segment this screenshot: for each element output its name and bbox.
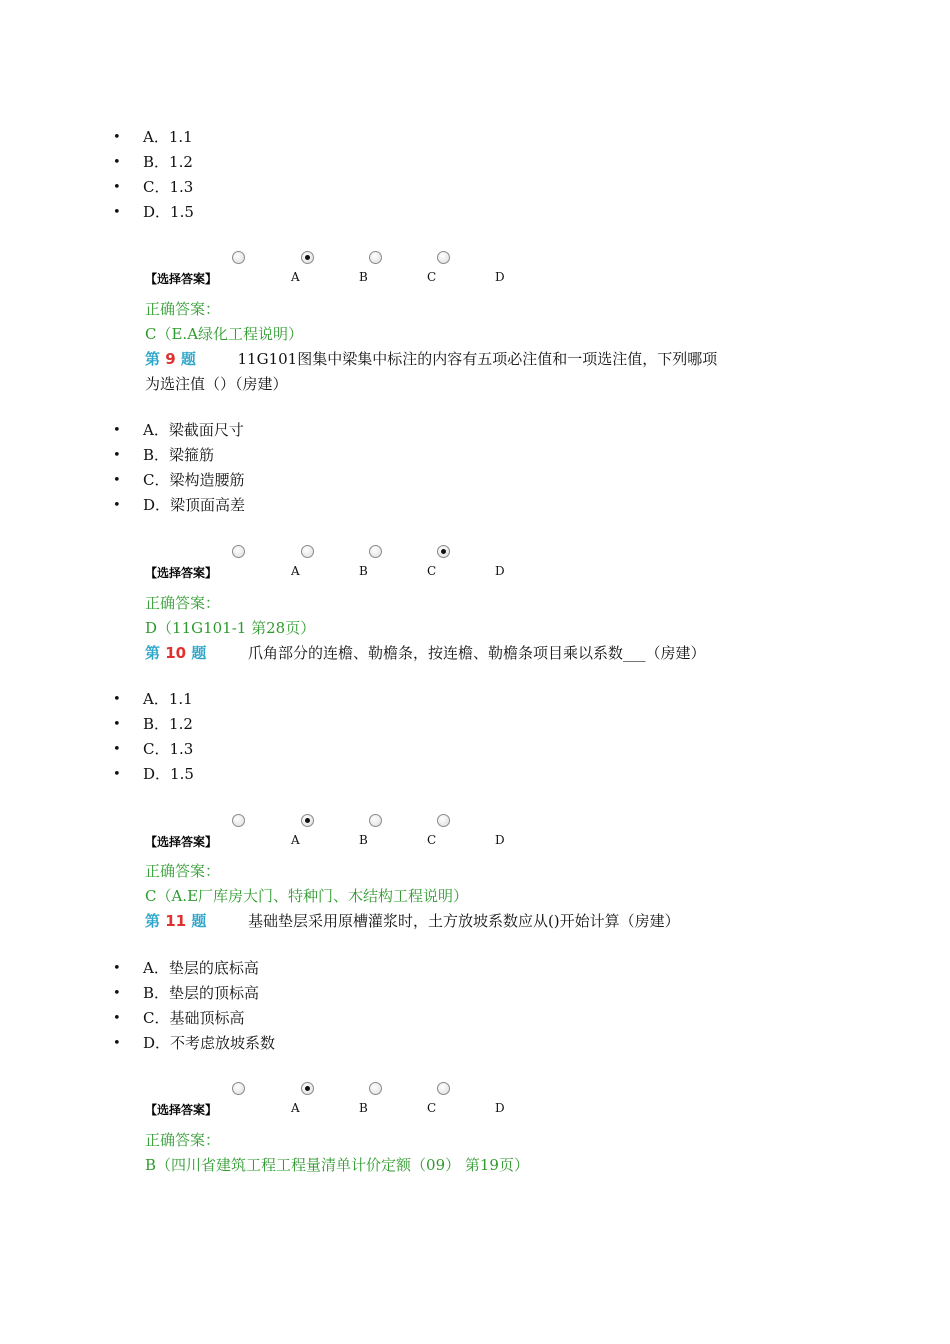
option-a: • A．垫层的底标高 (113, 959, 259, 977)
radio-d[interactable] (437, 814, 450, 827)
correct-answer-text: D（11G101-1 第28页） (145, 619, 316, 637)
option-c: • C．1.3 (113, 740, 194, 758)
option-c: • C．梁构造腰筋 (113, 471, 245, 489)
radio-a[interactable] (232, 251, 245, 264)
correct-answer-label: 正确答案： (145, 300, 221, 318)
radio-b[interactable] (301, 545, 314, 558)
option-d: • D．1.5 (113, 765, 194, 783)
q8-select-row (0, 270, 950, 286)
q10-radio-group (0, 814, 950, 830)
option-d: • D．1.5 (113, 203, 194, 221)
option-b: • B．梁箍筋 (113, 446, 215, 464)
option-d: • D．不考虑放坡系数 (113, 1034, 276, 1052)
q9-select-row (0, 564, 950, 580)
option-d: • D．梁顶面高差 (113, 496, 246, 514)
q10-options (0, 687, 950, 787)
select-answer-label: 【选择答案】 (145, 1103, 218, 1117)
letter-c: C (427, 1101, 437, 1115)
correct-answer-label: 正确答案： (145, 1131, 221, 1149)
correct-answer-label: 正确答案： (145, 862, 221, 880)
radio-c[interactable] (369, 251, 382, 264)
letter-b: B (359, 270, 368, 284)
radio-a[interactable] (232, 814, 245, 827)
option-a: • A．1.1 (113, 690, 193, 708)
radio-a[interactable] (232, 545, 245, 558)
letter-a: A (291, 833, 300, 847)
option-c: • C．基础顶标高 (113, 1009, 245, 1027)
letter-d: D (495, 564, 505, 578)
question-label: 第 9 题 (145, 350, 196, 368)
option-b: • B．1.2 (113, 715, 193, 733)
correct-answer-label: 正确答案： (145, 594, 221, 612)
option-a: • A．梁截面尺寸 (113, 421, 244, 439)
select-answer-label: 【选择答案】 (145, 835, 218, 849)
radio-a[interactable] (232, 1082, 245, 1095)
letter-b: B (359, 833, 368, 847)
question-text: 11G101图集中梁集中标注的内容有五项必注值和一项选注值，下列哪项 (237, 350, 718, 368)
question-text: 爪角部分的连檐、勒檐条，按连檐、勒檐条项目乘以系数___（房建） (247, 644, 706, 662)
q8-radio-group (0, 251, 950, 267)
correct-answer-text: B（四川省建筑工程工程量清单计价定额（09） 第19页） (145, 1156, 529, 1174)
question-text: 基础垫层采用原槽灌浆时，土方放坡系数应从()开始计算（房建） (247, 912, 680, 930)
question-10-heading (145, 641, 705, 666)
letter-b: B (359, 1101, 368, 1115)
select-answer-label: 【选择答案】 (145, 272, 218, 286)
option-c: • C．1.3 (113, 178, 194, 196)
select-answer-label: 【选择答案】 (145, 566, 218, 580)
letter-d: D (495, 270, 505, 284)
radio-c[interactable] (369, 1082, 382, 1095)
option-b: • B．垫层的顶标高 (113, 984, 260, 1002)
q9-options (0, 418, 950, 518)
radio-d[interactable] (437, 251, 450, 264)
letter-d: D (495, 833, 505, 847)
q11-options (0, 956, 950, 1056)
q11-radio-group (0, 1082, 950, 1098)
q11-select-row (0, 1101, 950, 1117)
letter-c: C (427, 564, 437, 578)
letter-c: C (427, 270, 437, 284)
correct-answer-text: C（A.E厂库房大门、特种门、木结构工程说明） (145, 887, 469, 905)
q9-radio-group (0, 545, 950, 561)
radio-b[interactable] (301, 1082, 314, 1095)
letter-c: C (427, 833, 437, 847)
option-b: • B．1.2 (113, 153, 193, 171)
question-label: 第 11 题 (145, 912, 207, 930)
question-9-text-cont: 为选注值（）（房建） (145, 375, 288, 393)
letter-a: A (291, 564, 300, 578)
letter-a: A (291, 270, 300, 284)
option-a: • A．1.1 (113, 128, 193, 146)
radio-b[interactable] (301, 251, 314, 264)
q10-select-row (0, 833, 950, 849)
letter-d: D (495, 1101, 505, 1115)
radio-d[interactable] (437, 545, 450, 558)
radio-c[interactable] (369, 814, 382, 827)
question-11-heading (145, 909, 680, 934)
q8-options (0, 125, 950, 225)
radio-c[interactable] (369, 545, 382, 558)
radio-b[interactable] (301, 814, 314, 827)
radio-d[interactable] (437, 1082, 450, 1095)
question-9-heading (145, 347, 717, 372)
letter-b: B (359, 564, 368, 578)
letter-a: A (291, 1101, 300, 1115)
question-label: 第 10 题 (145, 644, 207, 662)
correct-answer-text: C（E.A绿化工程说明） (145, 325, 304, 343)
